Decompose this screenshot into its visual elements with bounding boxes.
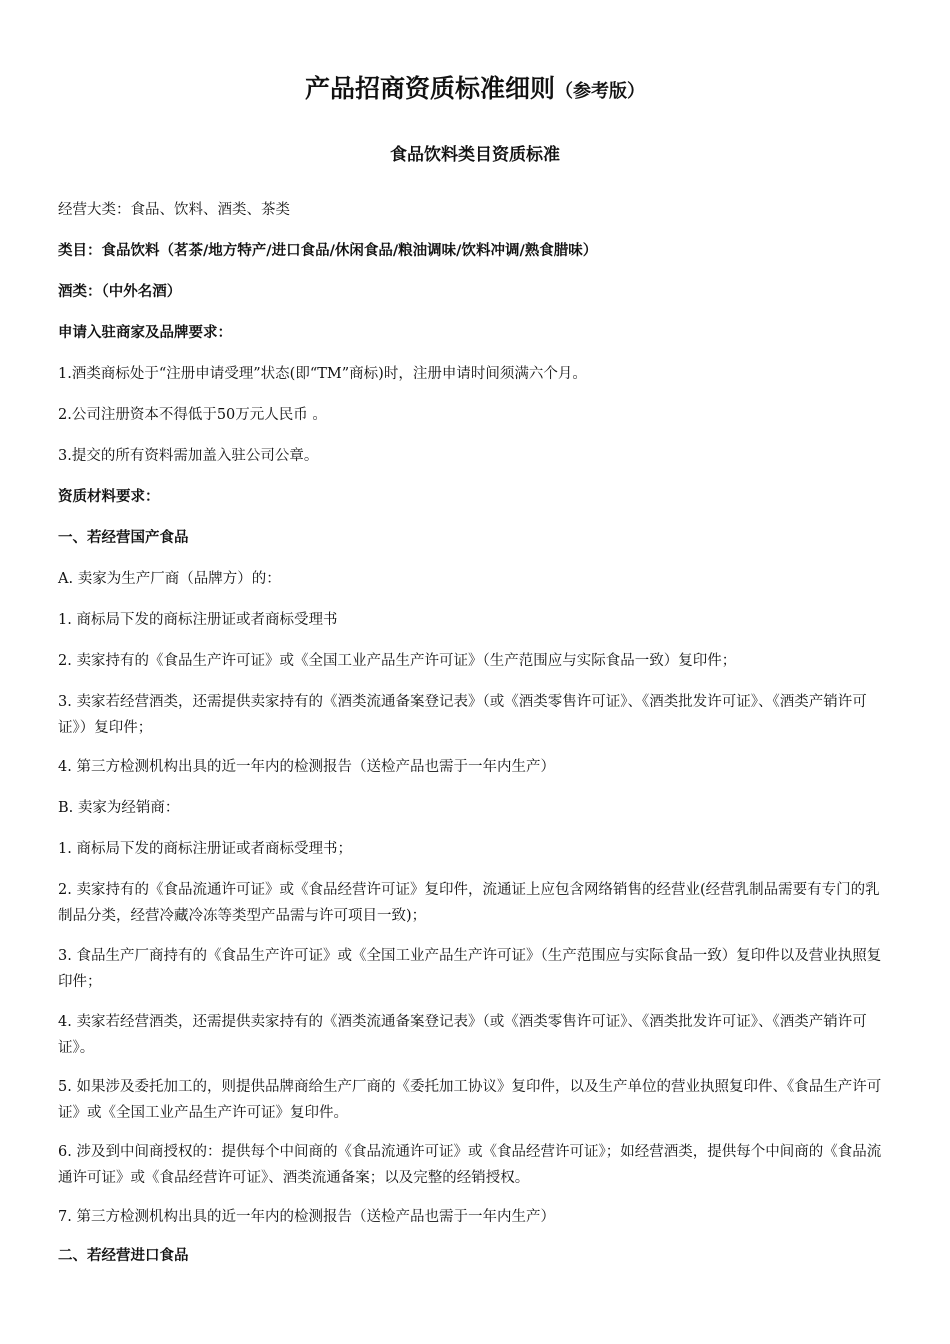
paragraph-heading: 酒类：（中外名酒）	[58, 284, 182, 300]
paragraph: 3. 食品生产厂商持有的《食品生产许可证》或《全国工业产品生产许可证》（生产范围应与实际食品一致）复印件以及营业执照复印件；	[58, 948, 882, 990]
paragraph-heading: 资质材料要求：	[58, 489, 160, 505]
paragraph: 3.提交的所有资料需加盖入驻公司公章。	[58, 448, 319, 464]
paragraph-heading: 二、若经营进口食品	[58, 1248, 189, 1264]
paragraph: 5. 如果涉及委托加工的，则提供品牌商给生产厂商的《委托加工协议》复印件，以及生产单位的营业执照复印件、《食品生产许可证》或《全国工业产品生产许可证》复印件。	[58, 1079, 882, 1121]
paragraph: 7. 第三方检测机构出具的近一年内的检测报告（送检产品也需于一年内生产）	[58, 1209, 555, 1225]
paragraph: 1. 商标局下发的商标注册证或者商标受理书	[58, 612, 338, 628]
paragraph: 2.公司注册资本不得低于50万元人民币 。	[58, 407, 327, 423]
paragraph: B. 卖家为经销商：	[58, 800, 180, 816]
paragraph: 经营大类：食品、饮料、酒类、茶类	[58, 202, 290, 218]
paragraph-heading: 一、若经营国产食品	[58, 530, 189, 546]
paragraph: 2. 卖家持有的《食品流通许可证》或《食品经营许可证》复印件，流通证上应包含网络销售的经营业(经营乳制品需要有专门的乳制品分类，经营冷藏冷冻等类型产品需与许可项目一致)；	[58, 882, 880, 924]
document-body	[58, 167, 892, 1269]
document-title	[58, 0, 892, 106]
paragraph-heading: 类目：食品饮料（茗茶/地方特产/进口食品/休闲食品/粮油调味/饮料冲调/熟食腊味）	[58, 243, 598, 259]
paragraph-heading: 申请入驻商家及品牌要求：	[58, 325, 232, 341]
paragraph: A. 卖家为生产厂商（品牌方）的：	[58, 571, 281, 587]
paragraph: 3. 卖家若经营酒类，还需提供卖家持有的《酒类流通备案登记表》（或《酒类零售许可证》、《酒类批发许可证》、《酒类产销许可证》）复印件；	[58, 694, 867, 736]
paragraph: 4. 第三方检测机构出具的近一年内的检测报告（送检产品也需于一年内生产）	[58, 759, 555, 775]
paragraph: 1.酒类商标处于“注册申请受理”状态(即“TM”商标)时，注册申请时间须满六个月。	[58, 366, 587, 382]
paragraph: 1. 商标局下发的商标注册证或者商标受理书；	[58, 841, 352, 857]
paragraph: 6. 涉及到中间商授权的：提供每个中间商的《食品流通许可证》或《食品经营许可证》；如经营酒类，提供每个中间商的《食品流通许可证》或《食品经营许可证》、酒类流通备案；以及完整的经销授权。	[58, 1144, 882, 1186]
paragraph: 2. 卖家持有的《食品生产许可证》或《全国工业产品生产许可证》（生产范围应与实际食品一致）复印件；	[58, 653, 737, 669]
document-subtitle: 食品饮料类目资质标准	[390, 145, 560, 165]
title-suffix: （参考版）	[555, 81, 645, 102]
title-main: 产品招商资质标准细则	[304, 74, 555, 103]
paragraph: 4. 卖家若经营酒类，还需提供卖家持有的《酒类流通备案登记表》（或《酒类零售许可证》、《酒类批发许可证》、《酒类产销许可证》。	[58, 1014, 867, 1056]
